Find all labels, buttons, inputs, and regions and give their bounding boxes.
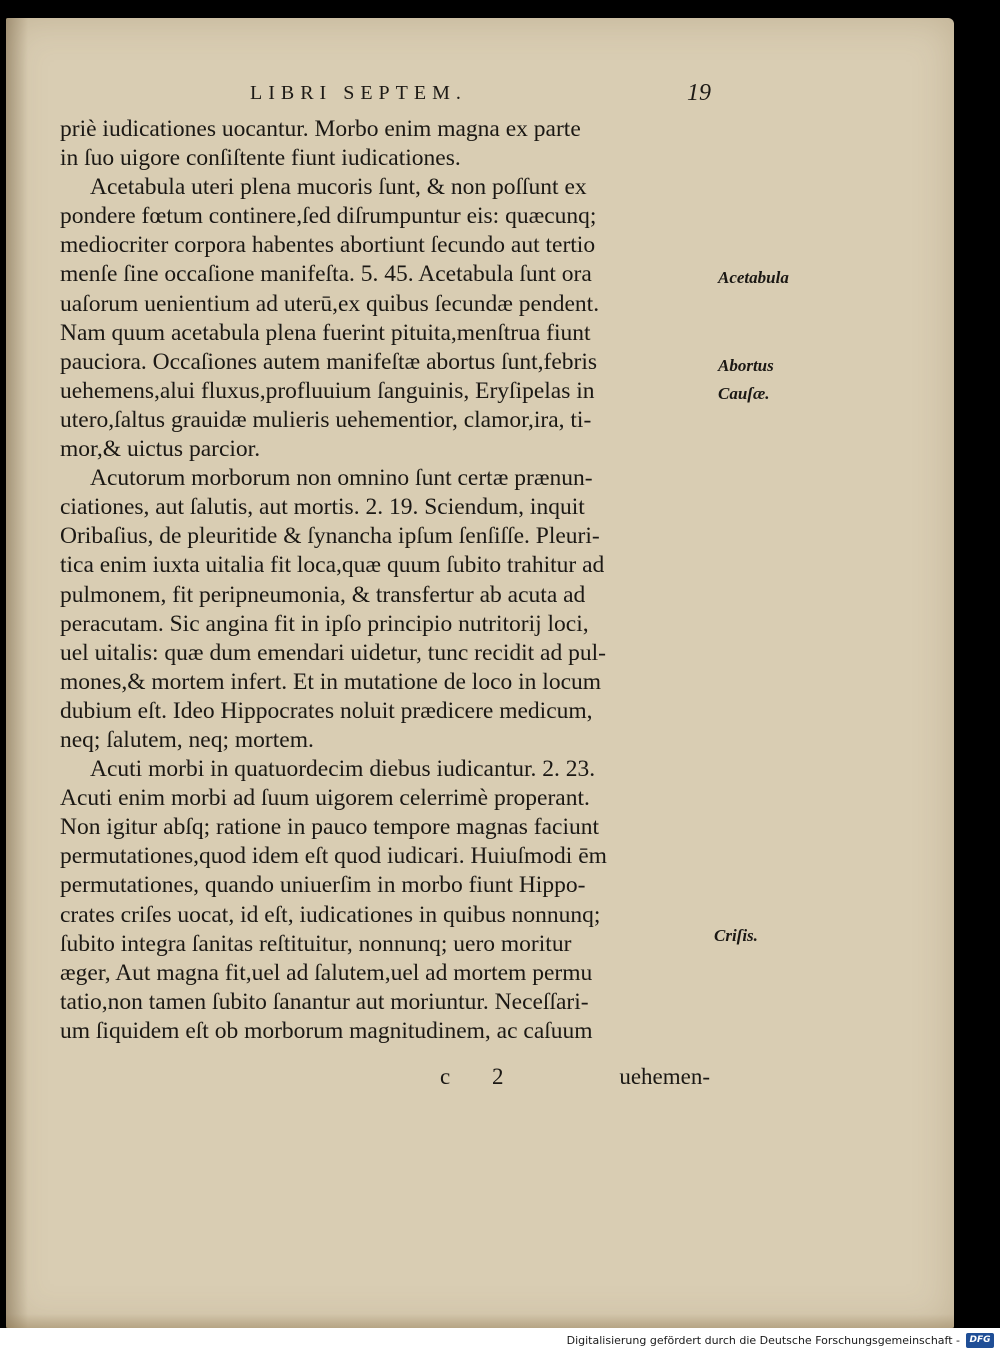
text-line: æger, Aut magna fit,uel ad ſalutem,uel ad mortem permu bbox=[60, 959, 593, 986]
text-line: mones,& mortem infert. Et in mutatione de loco in locum bbox=[60, 668, 602, 695]
text-line: tatio,non tamen ſubito ſanantur aut moriuntur. Neceſſari- bbox=[60, 988, 589, 1015]
text-line: priè iudicationes uocantur. Morbo enim magna ex parte bbox=[60, 116, 581, 142]
text-line: utero,ſaltus grauidæ mulieris uehementior, clamor,ira, ti- bbox=[60, 406, 592, 433]
marginal-note-causae: Cauſæ. bbox=[718, 384, 770, 403]
text-line: mor,& uictus parcior. bbox=[60, 436, 261, 463]
page-gutter-shadow bbox=[6, 18, 28, 1328]
text-line: Acuti enim morbi ad ſuum uigorem celerrimè properant. bbox=[60, 785, 590, 812]
text-line: pulmonem, fit peripneumonia, & transfertur ab acuta ad bbox=[60, 581, 586, 608]
dfg-logo-icon: DFG bbox=[966, 1333, 994, 1348]
text-line: tica enim iuxta uitalia fit loca,quæ quum ſubito trahitur ad bbox=[60, 552, 605, 579]
funding-credit: Digitalisierung gefördert durch die Deutsche Forschungsgemeinschaft - bbox=[566, 1334, 960, 1347]
digitization-footer bbox=[0, 1328, 1000, 1354]
text-line: dubium eſt. Ideo Hippocrates noluit prædicere medicum, bbox=[60, 697, 593, 724]
marginal-note-abortus: Abortus bbox=[718, 356, 774, 375]
text-line: neq; ſalutem, neq; mortem. bbox=[60, 726, 314, 753]
text-line: permutationes,quod idem eſt quod iudicari. Huiuſmodi ēm bbox=[60, 843, 607, 870]
text-line: menſe ſine occaſione manifeſta. 5. 45. Acetabula ſunt ora bbox=[60, 261, 592, 288]
text-line: in ſuo uigore conſiſtente fiunt iudicationes. bbox=[60, 145, 461, 172]
text-line: Acutorum morborum non omnino ſunt certæ prænun- bbox=[90, 465, 593, 492]
body-text bbox=[60, 115, 710, 1046]
text-line: Acetabula uteri plena mucoris ſunt, & non poſſunt ex bbox=[90, 174, 587, 201]
running-head: LIBRI SEPTEM. bbox=[250, 82, 467, 104]
text-line: Oribaſius, de pleuritide & ſynancha ipſum ſenſiſſe. Pleuri- bbox=[60, 523, 600, 550]
signature-mark: c 2 bbox=[440, 1064, 522, 1089]
text-line: mediocriter corpora habentes abortiunt ſecundo aut tertio bbox=[60, 232, 596, 259]
text-line: pauciora. Occaſiones autem manifeſtæ abortus ſunt,febris bbox=[60, 348, 598, 375]
text-line: uaſorum uenientium ad uterū,ex quibus ſecundæ pendent. bbox=[60, 290, 600, 317]
text-line: permutationes, quando uniuerſim in morbo fiunt Hippo- bbox=[60, 872, 586, 899]
text-line: pondere fœtum continere,ſed diſrumpuntur eis: quæcunq; bbox=[60, 203, 597, 230]
text-line: ciationes, aut ſalutis, aut mortis. 2. 19. Sciendum, inquit bbox=[60, 494, 585, 521]
text-line: Nam quum acetabula plena fuerint pituita,menſtrua fiunt bbox=[60, 319, 591, 346]
text-line: crates criſes uocat, id eſt, iudicationes in quibus nonnunq; bbox=[60, 901, 601, 928]
marginal-note-acetabula: Acetabula bbox=[718, 268, 789, 287]
text-line: Non igitur abſq; ratione in pauco tempore magnas faciunt bbox=[60, 814, 600, 841]
catchword: uehemen- bbox=[619, 1064, 710, 1089]
catchline bbox=[440, 1064, 710, 1094]
text-line: um ſiquidem eſt ob morborum magnitudinem, ac caſuum bbox=[60, 1017, 593, 1044]
text-line: peracutam. Sic angina fit in ipſo principio nutritorij loci, bbox=[60, 610, 589, 637]
text-line: ſubito integra ſanitas reſtituitur, nonnunq; uero moritur bbox=[60, 930, 572, 957]
text-line: uel uitalis: quæ dum emendari uidetur, tunc recidit ad pul- bbox=[60, 639, 606, 666]
page-bottom-edge bbox=[6, 1314, 954, 1328]
text-line: uehemens,alui fluxus,profluuium ſanguinis, Eryſipelas in bbox=[60, 377, 595, 404]
marginal-note-crisis: Criſis. bbox=[714, 926, 758, 945]
page-number: 19 bbox=[687, 80, 711, 106]
text-line: Acuti morbi in quatuordecim diebus iudicantur. 2. 23. bbox=[90, 756, 596, 783]
